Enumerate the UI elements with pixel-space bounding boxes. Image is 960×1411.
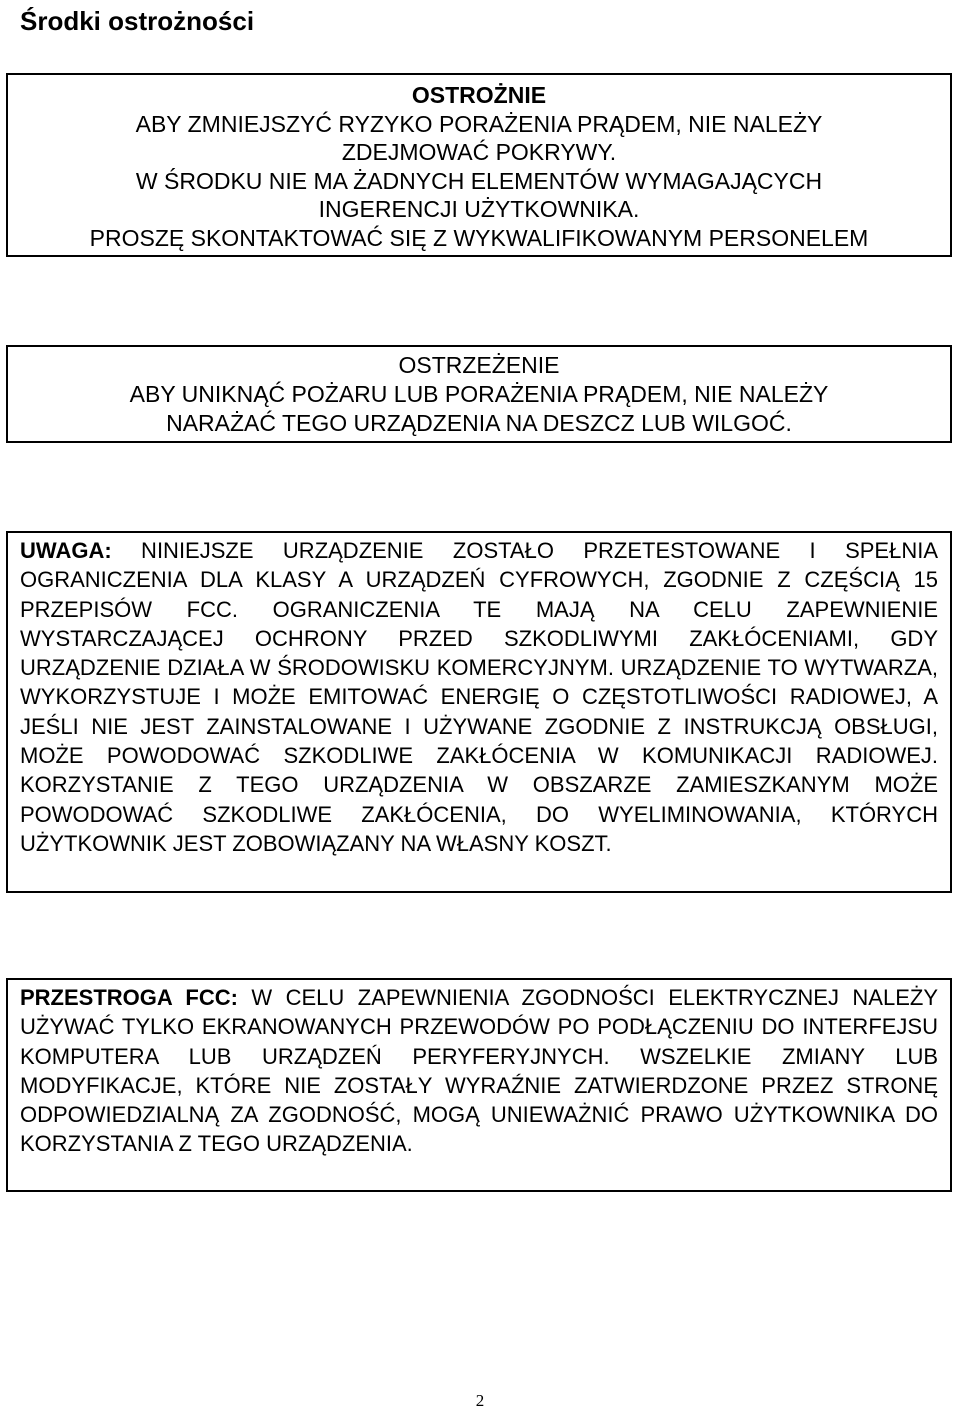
fcc-note-box [6, 531, 952, 893]
note-text: NINIEJSZE URZĄDZENIE ZOSTAŁO PRZETESTOWANE I SPEŁNIA OGRANICZENIA DLA KLASY A URZĄDZEŃ CYFROWYCH, ZGODNIE Z CZĘŚCIĄ 15 PRZEPISÓW FCC. OGRANICZENIA TE MAJĄ NA CELU ZAPEWNIENIE WYSTARCZAJĄCEJ OCHRONY PRZED SZKODLIWYMI ZAKŁÓCENIAMI, GDY URZĄDZENIE DZIAŁA W ŚRODOWISKU KOMERCYJNYM. URZĄDZENIE TO WYTWARZA, WYKORZYSTUJE I MOŻE EMITOWAĆ ENERGIĘ O CZĘSTOTLIWOŚCI RADIOWEJ, A JEŚLI NIE JEST ZAINSTALOWANE I UŻYWANE ZGODNIE Z INSTRUKCJĄ OBSŁUGI, MOŻE POWODOWAĆ SZKODLIWE ZAKŁÓCENIA W KOMUNIKACJI RADIOWEJ. KORZYSTANIE Z TEGO URZĄDZENIA W OBSZARZE ZAMIESZKANYM MOŻE POWODOWAĆ SZKODLIWE ZAKŁÓCENIA, DO WYELIMINOWANIA, KTÓRYCH UŻYTKOWNIK JEST ZOBOWIĄZANY NA WŁASNY KOSZT. [20, 538, 938, 856]
warning-box [6, 345, 952, 443]
warning-line: NARAŻAĆ TEGO URZĄDZENIA NA DESZCZ LUB WILGOĆ. [166, 410, 792, 436]
note-label: UWAGA: [20, 538, 112, 563]
fcc-caution-text: W CELU ZAPEWNIENIA ZGODNOŚCI ELEKTRYCZNEJ NALEŻY UŻYWAĆ TYLKO EKRANOWANYCH PRZEWODÓW PO PODŁĄCZENIU DO INTERFEJSU KOMPUTERA LUB URZĄDZEŃ PERYFERYJNYCH. WSZELKIE ZMIANY LUB MODYFIKACJE, KTÓRE NIE ZOSTAŁY WYRAŹNIE ZATWIERDZONE PRZEZ STRONĘ ODPOWIEDZIALNĄ ZA ZGODNOŚĆ, MOGĄ UNIEWAŻNIĆ PRAWO UŻYTKOWNIKA DO KORZYSTANIA Z TEGO URZĄDZENIA. [20, 985, 939, 1157]
caution-box [6, 73, 952, 257]
caution-line: INGERENCJI UŻYTKOWNIKA. [318, 196, 640, 222]
page-number: 2 [475, 1391, 485, 1410]
warning-line: ABY UNIKNĄĆ POŻARU LUB PORAŻENIA PRĄDEM, NIE NALEŻY [129, 381, 829, 407]
warning-heading: OSTRZEŻENIE [398, 352, 560, 378]
fcc-caution-label: PRZESTROGA FCC: [20, 985, 238, 1010]
fcc-caution-box [6, 978, 952, 1192]
caution-line: ZDEJMOWAĆ POKRYWY. [341, 139, 617, 165]
caution-line: PROSZĘ SKONTAKTOWAĆ SIĘ Z WYKWALIFIKOWANYM PERSONELEM [89, 224, 869, 251]
caution-line: W ŚRODKU NIE MA ŻADNYCH ELEMENTÓW WYMAGAJĄCYCH [135, 167, 823, 194]
page-title: Środki ostrożności [20, 6, 255, 36]
caution-line: ABY ZMNIEJSZYĆ RYZYKO PORAŻENIA PRĄDEM, NIE NALEŻY [135, 110, 823, 137]
caution-heading: OSTROŻNIE [411, 82, 547, 108]
